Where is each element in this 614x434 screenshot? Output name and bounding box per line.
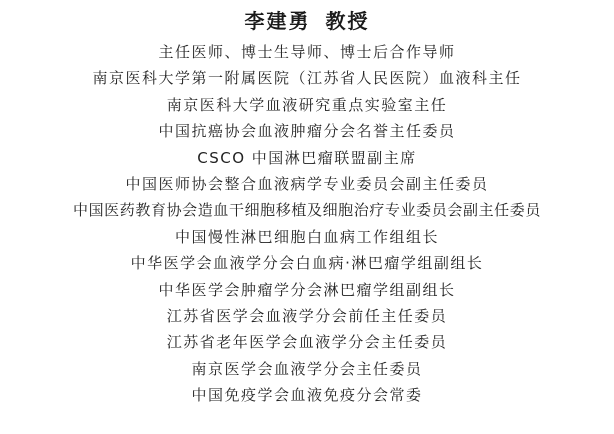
title-line: 江苏省医学会血液学分会前任主任委员 <box>166 307 448 326</box>
title-line: 中国医药教育协会造血干细胞移植及细胞治疗专业委员会副主任委员 <box>72 201 541 220</box>
professor-name: 李建勇 教授 <box>244 9 370 33</box>
title-line: 中华医学会肿瘤学分会淋巴瘤学组副组长 <box>158 280 456 299</box>
title-line: CSCO 中国淋巴瘤联盟副主席 <box>197 148 417 167</box>
title-line: 中国抗癌协会血液肿瘤分会名誉主任委员 <box>158 122 456 141</box>
title-line: 中国慢性淋巴细胞白血病工作组组长 <box>174 227 439 246</box>
title-line: 中华医学会血液学分会白血病·淋巴瘤学组副组长 <box>130 254 484 273</box>
title-line: 中国免疫学会血液免疫分会常委 <box>191 386 423 405</box>
title-line: 南京医科大学血液研究重点实验室主任 <box>166 95 448 114</box>
title-line: 江苏省老年医学会血液学分会主任委员 <box>166 333 448 352</box>
title-line: 中国医师协会整合血液病学专业委员会副主任委员 <box>125 175 489 194</box>
title-line: 南京医科大学第一附属医院（江苏省人民医院）血液科主任 <box>92 69 522 88</box>
titles-list <box>0 39 614 409</box>
title-line: 主任医师、博士生导师、博士后合作导师 <box>158 43 456 61</box>
title-line: 南京医学会血液学分会主任委员 <box>191 359 423 378</box>
